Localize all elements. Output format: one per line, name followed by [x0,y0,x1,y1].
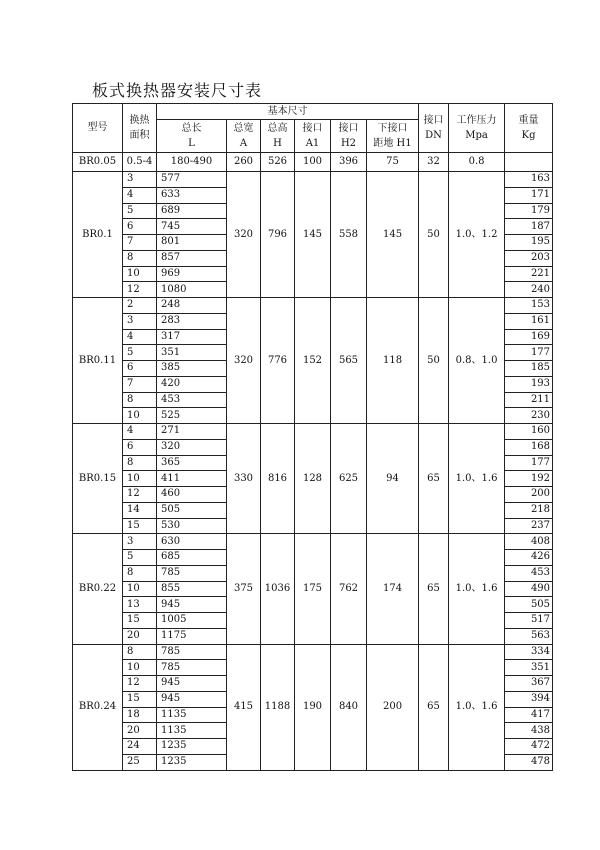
cell-area: 4 [123,187,157,203]
cell-length: 689 [157,203,227,219]
cell-length: 945 [157,691,227,707]
cell-area: 8 [123,455,157,471]
header-h1-line1: 下接口 [377,123,408,134]
table-body [73,172,553,771]
cell-pressure: 0.8 [449,153,505,172]
table-row [73,424,553,440]
table-row-br005 [73,153,553,172]
cell-pressure: 1.0、1.6 [449,424,505,534]
cell-model: BR0.1 [73,172,123,298]
cell-area: 12 [123,282,157,298]
cell-length: 317 [157,329,227,345]
cell-length: 248 [157,298,227,314]
cell-area: 3 [123,172,157,188]
cell-weight: 221 [505,266,553,282]
cell-weight: 153 [505,298,553,314]
header-height-line2: H [273,138,282,149]
cell-length: 180-490 [157,153,227,172]
header-dn-line1: 接口 [423,115,444,126]
cell-area: 5 [123,345,157,361]
cell-h2: 625 [331,424,367,534]
cell-width: 260 [227,153,261,172]
cell-dn: 50 [419,172,449,298]
cell-weight: 230 [505,408,553,424]
cell-weight: 169 [505,329,553,345]
cell-a1: 128 [295,424,331,534]
cell-area: 8 [123,392,157,408]
cell-weight: 218 [505,502,553,518]
cell-area: 8 [123,644,157,660]
header-pressure [449,104,505,153]
cell-length: 1080 [157,282,227,298]
header-length-line1: 总长 [181,123,202,134]
dimension-table [72,103,553,771]
header-pressure-line1: 工作压力 [456,115,497,126]
cell-a1: 152 [295,298,331,424]
header-h2-line2: H2 [340,138,357,149]
cell-length: 857 [157,250,227,266]
cell-a1: 175 [295,534,331,644]
cell-length: 785 [157,660,227,676]
cell-h1: 94 [367,424,419,534]
header-area-line2: 面积 [129,130,150,141]
cell-model: BR0.11 [73,298,123,424]
header-width-line2: A [239,138,248,149]
cell-area: 8 [123,565,157,581]
cell-length: 945 [157,676,227,692]
cell-width: 320 [227,298,261,424]
cell-area: 10 [123,581,157,597]
table-row [73,534,553,550]
cell-length: 969 [157,266,227,282]
cell-model: BR0.05 [73,153,123,172]
header-h1-line2: 距地 H1 [373,138,412,149]
cell-area: 10 [123,266,157,282]
header-area [123,104,157,153]
cell-h1: 145 [367,172,419,298]
cell-model: BR0.15 [73,424,123,534]
cell-weight: 394 [505,691,553,707]
cell-length: 420 [157,376,227,392]
cell-area: 12 [123,676,157,692]
cell-area: 15 [123,691,157,707]
cell-area: 0.5-4 [123,153,157,172]
header-dn-line2: DN [425,130,442,141]
cell-area: 3 [123,534,157,550]
table-row [73,644,553,660]
cell-weight: 195 [505,235,553,251]
cell-model: BR0.24 [73,644,123,770]
cell-length: 855 [157,581,227,597]
cell-weight: 417 [505,707,553,723]
cell-area: 20 [123,723,157,739]
cell-area: 7 [123,235,157,251]
cell-area: 24 [123,739,157,755]
header-weight-line2: Kg [521,130,536,141]
cell-length: 411 [157,471,227,487]
cell-width: 375 [227,534,261,644]
cell-pressure: 1.0、1.6 [449,534,505,644]
cell-area: 18 [123,707,157,723]
cell-width: 320 [227,172,261,298]
cell-area: 14 [123,502,157,518]
cell-length: 1135 [157,707,227,723]
cell-weight: 517 [505,613,553,629]
cell-height: 526 [261,153,295,172]
header-width [227,120,261,153]
cell-a1: 100 [295,153,331,172]
cell-height: 1188 [261,644,295,770]
cell-height: 796 [261,172,295,298]
cell-weight: 193 [505,376,553,392]
cell-weight: 563 [505,628,553,644]
cell-weight: 438 [505,723,553,739]
cell-weight: 179 [505,203,553,219]
cell-weight [505,153,553,172]
header-a1 [295,120,331,153]
table-row [73,172,553,188]
cell-length: 505 [157,502,227,518]
cell-area: 10 [123,660,157,676]
cell-weight: 237 [505,518,553,534]
cell-h1: 118 [367,298,419,424]
cell-length: 630 [157,534,227,550]
cell-length: 685 [157,550,227,566]
cell-weight: 200 [505,487,553,503]
cell-area: 6 [123,439,157,455]
header-width-line1: 总宽 [233,123,254,134]
header-weight-line1: 重量 [518,115,539,126]
header-dn [419,104,449,153]
cell-area: 2 [123,298,157,314]
cell-length: 525 [157,408,227,424]
cell-length: 365 [157,455,227,471]
cell-h1: 200 [367,644,419,770]
cell-h2: 565 [331,298,367,424]
cell-length: 530 [157,518,227,534]
cell-length: 785 [157,644,227,660]
cell-weight: 203 [505,250,553,266]
cell-h2: 840 [331,644,367,770]
cell-pressure: 0.8、1.0 [449,298,505,424]
cell-area: 4 [123,329,157,345]
cell-h2: 762 [331,534,367,644]
header-length [157,120,227,153]
cell-weight: 168 [505,439,553,455]
cell-length: 745 [157,219,227,235]
cell-dn: 65 [419,644,449,770]
cell-height: 776 [261,298,295,424]
cell-a1: 145 [295,172,331,298]
cell-weight: 161 [505,313,553,329]
cell-pressure: 1.0、1.6 [449,644,505,770]
cell-area: 15 [123,518,157,534]
header-a1-line2: A1 [305,138,320,149]
cell-h2: 558 [331,172,367,298]
cell-length: 320 [157,439,227,455]
cell-length: 1135 [157,723,227,739]
cell-area: 5 [123,550,157,566]
cell-weight: 240 [505,282,553,298]
cell-a1: 190 [295,644,331,770]
header-height [261,120,295,153]
cell-weight: 408 [505,534,553,550]
cell-weight: 192 [505,471,553,487]
header-height-line1: 总高 [267,123,288,134]
cell-length: 1175 [157,628,227,644]
cell-weight: 187 [505,219,553,235]
header-a1-line1: 接口 [302,123,323,134]
cell-weight: 163 [505,172,553,188]
cell-area: 6 [123,361,157,377]
cell-dn: 65 [419,534,449,644]
header-basic-dimensions: 基本尺寸 [157,104,419,120]
cell-height: 816 [261,424,295,534]
cell-h1: 75 [367,153,419,172]
cell-dn: 65 [419,424,449,534]
cell-length: 351 [157,345,227,361]
cell-length: 633 [157,187,227,203]
cell-length: 785 [157,565,227,581]
cell-pressure: 1.0、1.2 [449,172,505,298]
cell-dn: 50 [419,298,449,424]
cell-weight: 472 [505,739,553,755]
header-model: 型号 [73,104,123,153]
cell-width: 330 [227,424,261,534]
cell-length: 945 [157,597,227,613]
cell-weight: 367 [505,676,553,692]
header-pressure-line2: Mpa [465,130,488,141]
cell-model: BR0.22 [73,534,123,644]
header-h2 [331,120,367,153]
cell-area: 3 [123,313,157,329]
header-weight [505,104,553,153]
cell-weight: 426 [505,550,553,566]
cell-area: 25 [123,754,157,770]
cell-weight: 160 [505,424,553,440]
cell-weight: 177 [505,345,553,361]
cell-length: 801 [157,235,227,251]
cell-dn: 32 [419,153,449,172]
cell-weight: 211 [505,392,553,408]
table-row [73,298,553,314]
cell-area: 12 [123,487,157,503]
cell-area: 10 [123,408,157,424]
cell-length: 460 [157,487,227,503]
cell-weight: 177 [505,455,553,471]
cell-area: 8 [123,250,157,266]
cell-weight: 478 [505,754,553,770]
cell-weight: 505 [505,597,553,613]
cell-weight: 490 [505,581,553,597]
cell-area: 7 [123,376,157,392]
header-h2-line1: 接口 [338,123,359,134]
cell-weight: 351 [505,660,553,676]
cell-area: 6 [123,219,157,235]
cell-length: 1235 [157,739,227,755]
cell-area: 15 [123,613,157,629]
cell-length: 1235 [157,754,227,770]
cell-length: 385 [157,361,227,377]
cell-area: 13 [123,597,157,613]
cell-area: 20 [123,628,157,644]
cell-area: 4 [123,424,157,440]
cell-weight: 185 [505,361,553,377]
cell-area: 10 [123,471,157,487]
cell-length: 1005 [157,613,227,629]
cell-width: 415 [227,644,261,770]
cell-length: 577 [157,172,227,188]
header-area-line1: 换热 [129,115,150,126]
document-title: 板式换热器安装尺寸表 [92,81,263,100]
cell-length: 283 [157,313,227,329]
cell-weight: 453 [505,565,553,581]
cell-weight: 334 [505,644,553,660]
cell-area: 5 [123,203,157,219]
header-h1 [367,120,419,153]
header-length-line2: L [188,138,195,149]
cell-length: 453 [157,392,227,408]
cell-length: 271 [157,424,227,440]
cell-height: 1036 [261,534,295,644]
cell-weight: 171 [505,187,553,203]
cell-h1: 174 [367,534,419,644]
cell-h2: 396 [331,153,367,172]
